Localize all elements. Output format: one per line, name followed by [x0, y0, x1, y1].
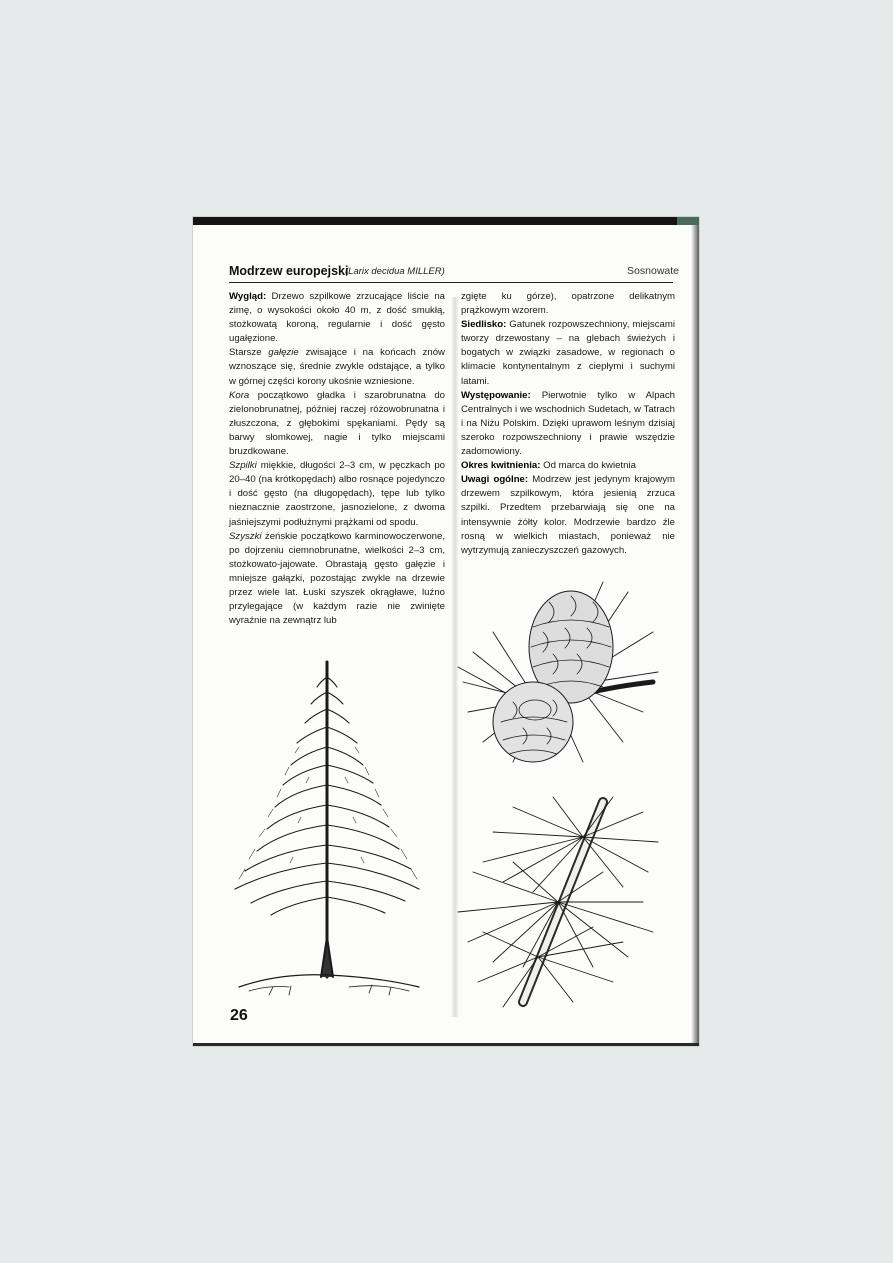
paragraph-occurrence — [461, 389, 675, 459]
page-header — [229, 262, 679, 283]
text-appearance: Drzewo szpilkowe zrzucające liście na zimę, o wysokości około 40 m, z dość smukłą, stożkowatą koroną, regularnie i dość gęsto ugałęzione. — [229, 291, 445, 345]
label-occurrence: Występowanie: — [461, 389, 531, 401]
label-appearance: Wygląd: — [229, 291, 267, 302]
scan-right-edge — [691, 225, 699, 1046]
text-cones: żeńskie początkowo karminowoczerwone, po dojrzeniu ciemnobrunatne, wielkości 2–3 cm, stożkowato-jajowate. Obrastają gęsto gałęzie i mniejsze gałązki, pozostając zwykle na drzewie przez wiele lat. Łuski szyszek okrągławe, luźno przylegające (w każdym razie nie zwinięte wyraźnie na zewnątrz lub — [229, 530, 445, 627]
scan-top-edge — [193, 217, 699, 225]
paragraph-habitat — [461, 318, 675, 388]
paragraph-flowering — [461, 459, 675, 473]
text-habitat: Gatunek rozpowszechniony, miejscami tworzy drzewostany – na glebach świeżych i bogatych w związki zasadowe, w regionach o klimacie kontynentalnym z ciepłymi i suchymi latami. — [461, 319, 675, 387]
text-branches: zwisające i na końcach znów wznoszące się, średnie zwykle odstające, a tylko w górnej części korony ukośnie wzniesione. — [229, 347, 445, 387]
left-text-column — [229, 290, 445, 628]
larch-twig-icon — [453, 792, 668, 1012]
family-name: Sosnowate — [627, 265, 679, 277]
text-bark: początkowo gładka i szarobrunatna do zielonobrunatnej, później raczej różowobrunatna i złuszczona, z głębokimi spękaniami. Pędy są barwy słomkowej, nagie i tylko miejscami bruzdkowane. — [229, 389, 445, 458]
text-needles: miękkie, długości 2–3 cm, w pęczkach po 20–40 (na krótkopędach) albo rosnące pojedynczo i dość gęsto (na długopędach), tępe lub tylko nieznacznie zaostrzone, jasnozielone, z dwoma jaśniejszymi podłużnymi prążkami od spodu. — [229, 460, 445, 528]
book-page — [193, 217, 699, 1046]
paragraph-remarks — [461, 473, 675, 558]
paragraph-continuation — [461, 290, 675, 318]
text-remarks: Modrzew jest jedynym krajowym drzewem szpilkowym, która jesienią zrzuca szpilki. Przedtem przebarwiają się one na intensywnie żółty kolor. Modrzewie bardzo źle rosną w wielkich miastach, ponieważ nie wytrzymują zanieczyszczeń gazowych. — [461, 474, 675, 556]
scan-bottom-edge — [193, 1043, 699, 1046]
term-bark: Kora — [229, 389, 250, 401]
scan-corner-mark — [677, 217, 699, 225]
label-habitat: Siedlisko: — [461, 319, 507, 331]
paragraph-branches — [229, 346, 445, 388]
larch-tree-icon — [229, 657, 429, 1007]
text-continuation: zgięte ku górze), opatrzone delikatnym prążkowym wzorem. — [461, 291, 675, 317]
term-cones: Szyszki — [229, 530, 262, 542]
right-text-column — [461, 290, 675, 558]
term-branches: gałęzie — [268, 347, 299, 359]
paragraph-bark — [229, 389, 445, 459]
pre-branches: Starsze — [229, 347, 269, 359]
label-flowering: Okres kwitnienia: — [461, 460, 541, 472]
species-title: Modrzew europejski — [229, 264, 349, 278]
page-number: 26 — [230, 1007, 248, 1024]
term-needles: Szpilki — [229, 460, 257, 472]
paragraph-needles — [229, 459, 445, 529]
paragraph-cones — [229, 530, 445, 629]
larch-cones-icon — [453, 572, 663, 782]
paragraph-appearance — [229, 290, 445, 346]
text-flowering: Od marca do kwietnia — [540, 460, 636, 472]
text-occurrence: Pierwotnie tylko w Alpach Centralnych i we wschodnich Sudetach, w Tatrach i na Niżu Polskim. Dzięki uprawom leśnym dzisiaj szeroko rozpowszechniony i prawie wszędzie zadomowiony. — [461, 389, 675, 458]
label-remarks: Uwagi ogólne: — [461, 474, 529, 486]
latin-name: (Larix decidua MILLER) — [345, 266, 445, 277]
